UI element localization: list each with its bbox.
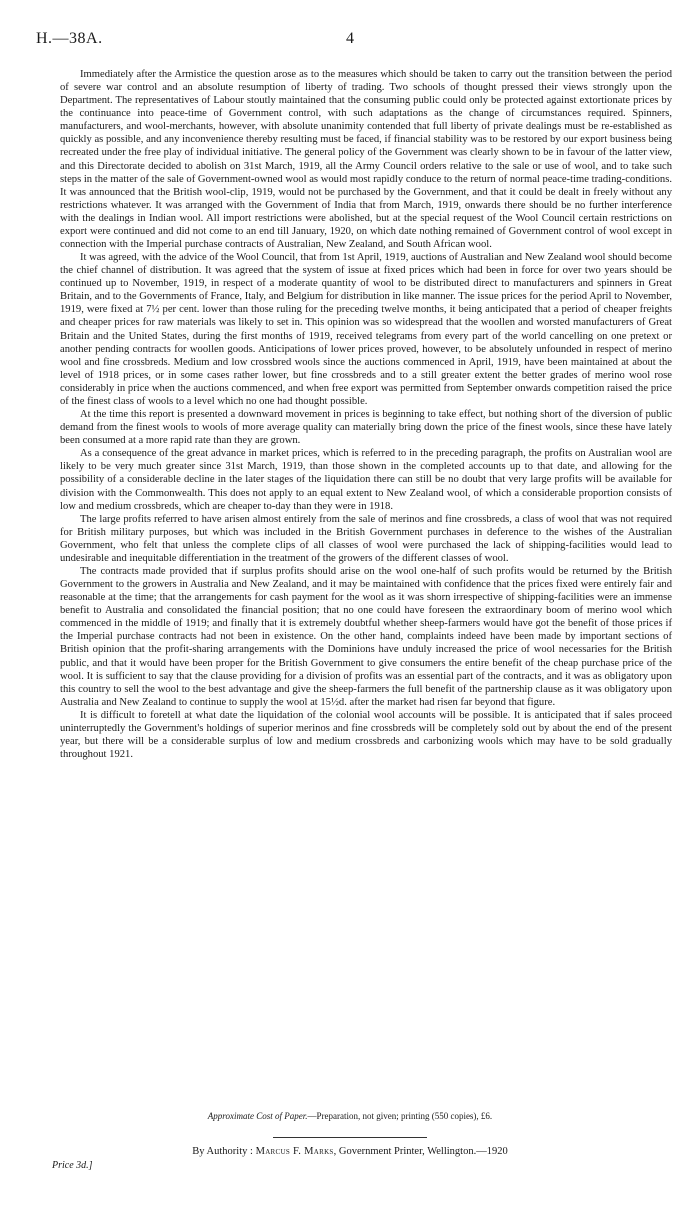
paragraph-contracts-profit-sharing: The contracts made provided that if surplus profits should arise on the wool one-half of such profits would be returned by the British Government to the growers in Australia and New Zealand, and it may be maintained with confidence that the prices fixed were entirely fair and reasonable at the time; that the arrangements for cash payment for the wool as it was shorn irrespective of shipping-facilities were an immense benefit to Australia and consolidated the financial position; that no one could have foreseen the extraordinary boom of merino wool which commenced in the middle of 1919; and finally that it is extremely doubtful whether sheep-farmers would have got the benefit of those prices if the Imperial purchase contracts had not been in existence. On the other hand, complaints indeed have been made by important sections of British opinion that the profit-sharing arrangements with the Dominions have unduly increased the price of wool necessaries for the British public, and that it would have been proper for the British Government to give consumers the entire benefit of the cheap purchase price of the wool. It is sufficient to say that the clause providing for a division of profits was an essential part of the contracts, and it was as obligatory upon this country to sell the wool to the best advantage and give the sheep-farmers the full benefit of the partnership clause as it was obligatory upon Australia and New Zealand to continue to supply the wool at 15½d. after the market had risen far beyond that figure. [60, 565, 672, 708]
footer-divider [273, 1137, 427, 1138]
paragraph-liquidation-forecast: It is difficult to foretell at what date the liquidation of the colonial wool accounts will be possible. It is anticipated that if sales proceed uninterruptedly the Government's holdings of superior merinos and fine crossbreds will be completely sold out by about the end of the present year, but there will be a considerable surplus of low and medium crossbreds and carbonizing wools which may have to be sold gradually throughout 1921. [60, 709, 672, 761]
page-header [36, 30, 664, 52]
cost-of-paper-note [0, 1111, 700, 1121]
imprint-suffix: , Government Printer, Wellington.—1920 [333, 1146, 508, 1157]
report-body [60, 68, 672, 761]
paragraph-downward-movement: At the time this report is presented a downward movement in prices is beginning to take effect, but nothing short of the diversion of public demand from the finest wools to wools of more average quality can materially bring down the price of the finest wools, since these have lately been consumed at a more rapid rate than they are grown. [60, 409, 672, 447]
paragraph-auctions-distribution: It was agreed, with the advice of the Wool Council, that from 1st April, 1919, auctions of Australian and New Zealand wool should become the chief channel of distribution. It was agreed that the system of issue at fixed prices which had been in force for over two years should be continued up to November, 1919, in respect of a moderate quantity of wool to be distributed direct to manufacturers and spinners in Great Britain, and to the Governments of France, Italy, and Belgium for distribution in like manner. The issue prices for the period April to November, 1919, were fixed at 7½ per cent. lower than those ruling for the preceding twelve months, it being anticipated that a period of cheaper freights and cheaper prices for raw materials was likely to set in. This opinion was so widespread that the woollen and worsted manufacturers of Great Britain and the United States, during the first months of 1919, received telegrams from every part of the world cancelling on one pretext or another pending contracts for woollen goods. Anticipations of lower prices proved, however, to be absolutely unfounded in respect of merino wool and fine crossbreds. Medium and low crossbred wools since the auctions commenced in April, 1919, have been maintained at about the level of 1918 prices, or in some cases rather lower, but fine crossbreds and to a still greater extent the better grades of merino wool rose considerably in price when the auctions commenced, and when free export was permitted from September onwards competition raised the price of the finest class of wools to a level which no one had thought possible. [60, 252, 672, 407]
imprint-prefix: By Authority : [192, 1146, 256, 1157]
cost-label: Approximate Cost of Paper. [207, 1111, 308, 1121]
cost-text: —Preparation, not given; printing (550 copies), £6. [307, 1111, 493, 1121]
paragraph-merino-profits: The large profits referred to have arisen almost entirely from the sale of merinos and fine crossbreds, a class of wool that was not required for British military purposes, but which was included in the British Government purchases in deference to the wishes of the Australian Government, who felt that unless the complete clips of all classes of wool were purchased the lack of shipping-facilities would lead to undesirable and inequitable differentiation in the treatment of the growers of the different classes of wool. [60, 513, 672, 564]
price-note: Price 3d.] [52, 1160, 93, 1171]
paragraph-profits-australian-wool: As a consequence of the great advance in market prices, which is referred to in the preceding paragraph, the profits on Australian wool are likely to be very much greater since 31st March, 1919, than those shown in the completed accounts up to that date, and allowing for the possibility of a considerable decline in the later stages of the liquidation there can still be no doubt that very large profits will be available for division with the Commonwealth. This does not apply to an equal extent to New Zealand wool, of which a considerable proportion consists of low and medium crossbreds, which are cheaper to-day than they were in 1918. [60, 448, 672, 512]
printer-name: Marcus F. Marks [255, 1146, 334, 1157]
printer-imprint [0, 1146, 700, 1157]
paragraph-armistice-transition: Immediately after the Armistice the question arose as to the measures which should be taken to carry out the transition between the period of severe war control and an absolute resumption of liberty of trading. Two schools of thought pressed their views strongly upon the Department. The representatives of Labour stoutly maintained that the consuming public could only be protected against extortionate prices by the continuance into peace-time of Government control, with such adaptations as the change of circumstances required. Spinners, manufacturers, and wool-merchants, however, with absolute unanimity contended that full liberty of private dealings must be re-established as quickly as possible, and any inconvenience thereby resulting must be faced, if financial stability was to be restored by our export business being recreated under the free play of individual initiative. The general policy of the Government was clearly shown to be in favour of the latter view, and this Directorate decided to abolish on 31st March, 1919, all the Army Council orders relative to the sale or use of wool, and to take such steps in the matter of the sale of Government-owned wool as would most rapidly conduce to the return of normal peace-time trading-conditions. It was announced that the British wool-clip, 1919, would not be purchased by the Government, and that it could be dealt in freely without any restrictions whatever. It was arranged with the Government of India that from March, 1919, onwards there should be no further interference with the dealings in Indian wool. All import restrictions were abolished, but at the special request of the Wool Council certain restrictions on export were continued and did not come to an end till January, 1920, on which date nothing remained of Government control of wool except in connection with the Imperial purchase contracts of Australian, New Zealand, and South African wool. [60, 69, 672, 251]
page-number: 4 [346, 30, 354, 47]
document-reference: H.—38A. [36, 30, 103, 47]
